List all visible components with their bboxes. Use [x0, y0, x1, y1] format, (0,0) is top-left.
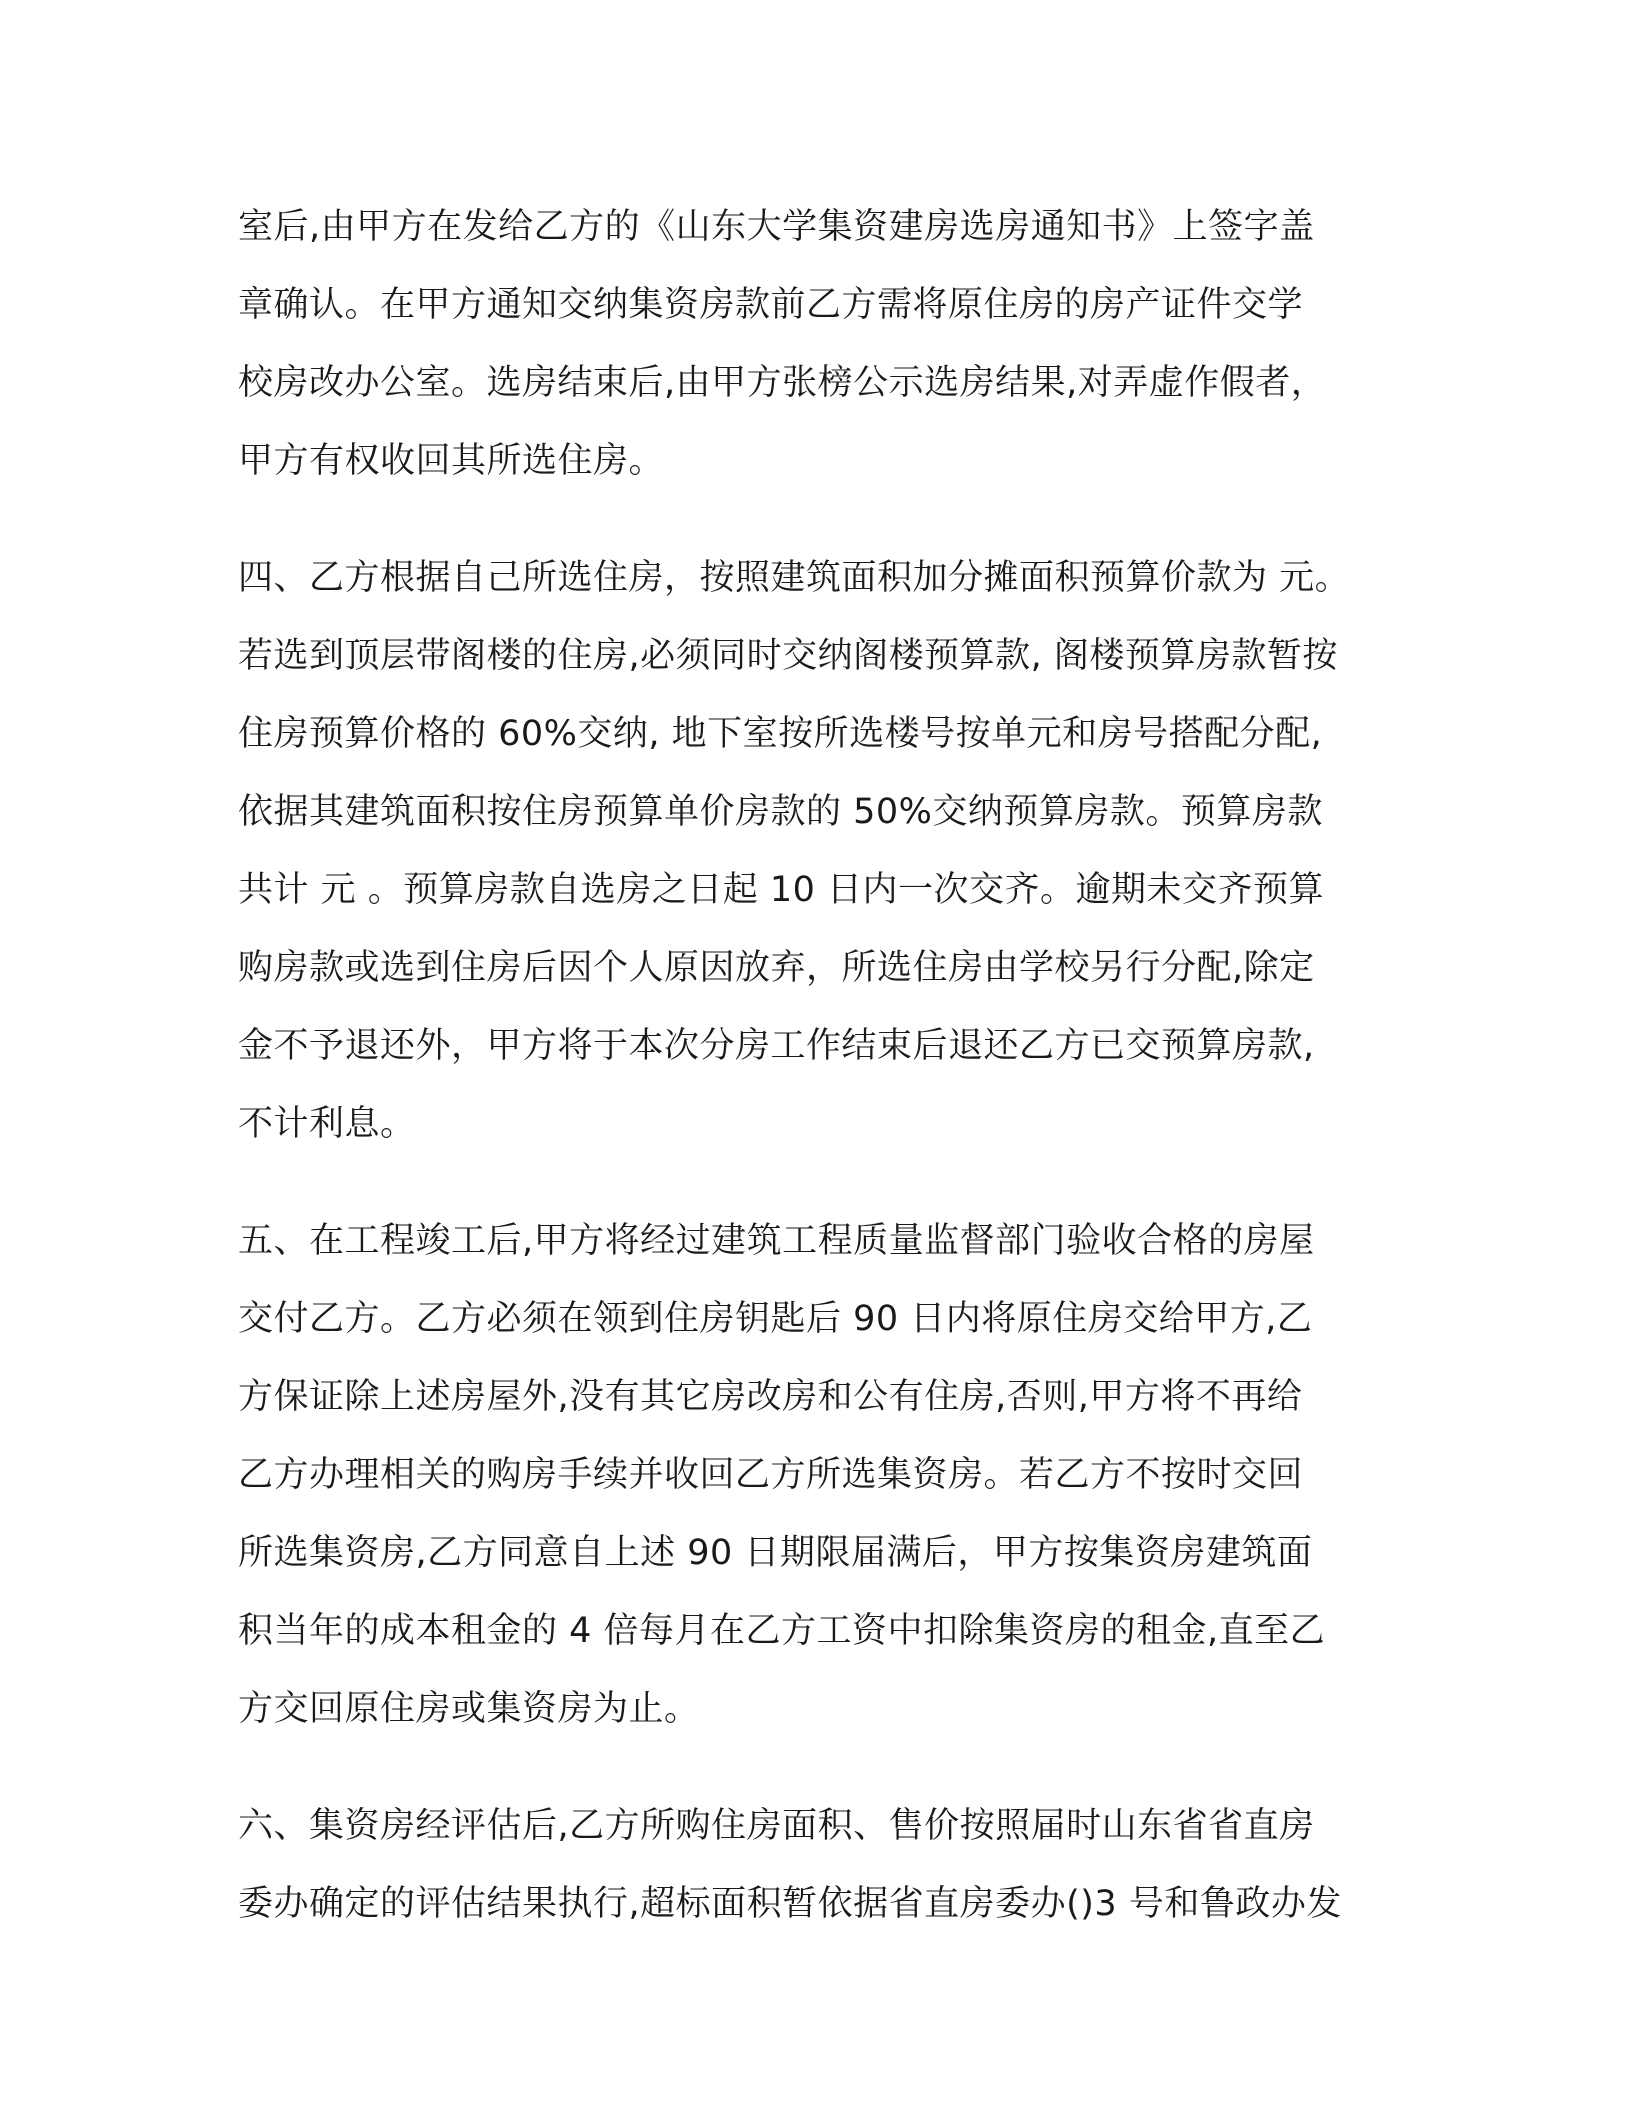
text-line: 乙方办理相关的购房手续并收回乙方所选集资房。若乙方不按时交回 [238, 1455, 1304, 1495]
text-line: 不计利息。 [238, 1104, 416, 1144]
text-line: 住房预算价格的 60%交纳, 地下室按所选楼号按单元和房号搭配分配, [238, 714, 1323, 754]
text-line: 五、在工程竣工后,甲方将经过建筑工程质量监督部门验收合格的房屋 [238, 1221, 1315, 1261]
text-line: 依据其建筑面积按住房预算单价房款的 50%交纳预算房款。预算房款 [238, 792, 1323, 832]
paragraph-clause-6 [238, 1787, 1398, 1943]
text-line: 积当年的成本租金的 4 倍每月在乙方工资中扣除集资房的租金,直至乙 [238, 1611, 1326, 1651]
text-line: 金不予退还外，甲方将于本次分房工作结束后退还乙方已交预算房款, [238, 1026, 1315, 1066]
text-line: 章确认。在甲方通知交纳集资房款前乙方需将原住房的房产证件交学 [238, 285, 1304, 325]
text-line: 共计 元 。预算房款自选房之日起 10 日内一次交齐。逾期未交齐预算 [238, 870, 1325, 910]
text-line: 委办确定的评估结果执行,超标面积暂依据省直房委办()3 号和鲁政办发 [238, 1884, 1342, 1924]
text-line: 方交回原住房或集资房为止。 [238, 1689, 700, 1729]
paragraph-clause-4 [238, 539, 1398, 1163]
paragraph-selection-confirmation [238, 188, 1398, 500]
text-line: 甲方有权收回其所选住房。 [238, 441, 665, 481]
text-line: 四、乙方根据自己所选住房，按照建筑面积加分摊面积预算价款为 元。 [238, 558, 1351, 598]
text-line: 若选到顶层带阁楼的住房,必须同时交纳阁楼预算款, 阁楼预算房款暂按 [238, 636, 1338, 676]
text-line: 校房改办公室。选房结束后,由甲方张榜公示选房结果,对弄虚作假者， [238, 363, 1327, 403]
text-line: 交付乙方。乙方必须在领到住房钥匙后 90 日内将原住房交给甲方,乙 [238, 1299, 1313, 1339]
text-line: 方保证除上述房屋外,没有其它房改房和公有住房,否则,甲方将不再给 [238, 1377, 1303, 1417]
document-body [238, 188, 1398, 1982]
paragraph-clause-5 [238, 1202, 1398, 1748]
text-line: 购房款或选到住房后因个人原因放弃，所选住房由学校另行分配,除定 [238, 948, 1315, 988]
text-line: 室后,由甲方在发给乙方的《山东大学集资建房选房通知书》上签字盖 [238, 207, 1315, 247]
text-line: 六、集资房经评估后,乙方所购住房面积、售价按照届时山东省省直房 [238, 1806, 1315, 1846]
text-line: 所选集资房,乙方同意自上述 90 日期限届满后，甲方按集资房建筑面 [238, 1533, 1313, 1573]
